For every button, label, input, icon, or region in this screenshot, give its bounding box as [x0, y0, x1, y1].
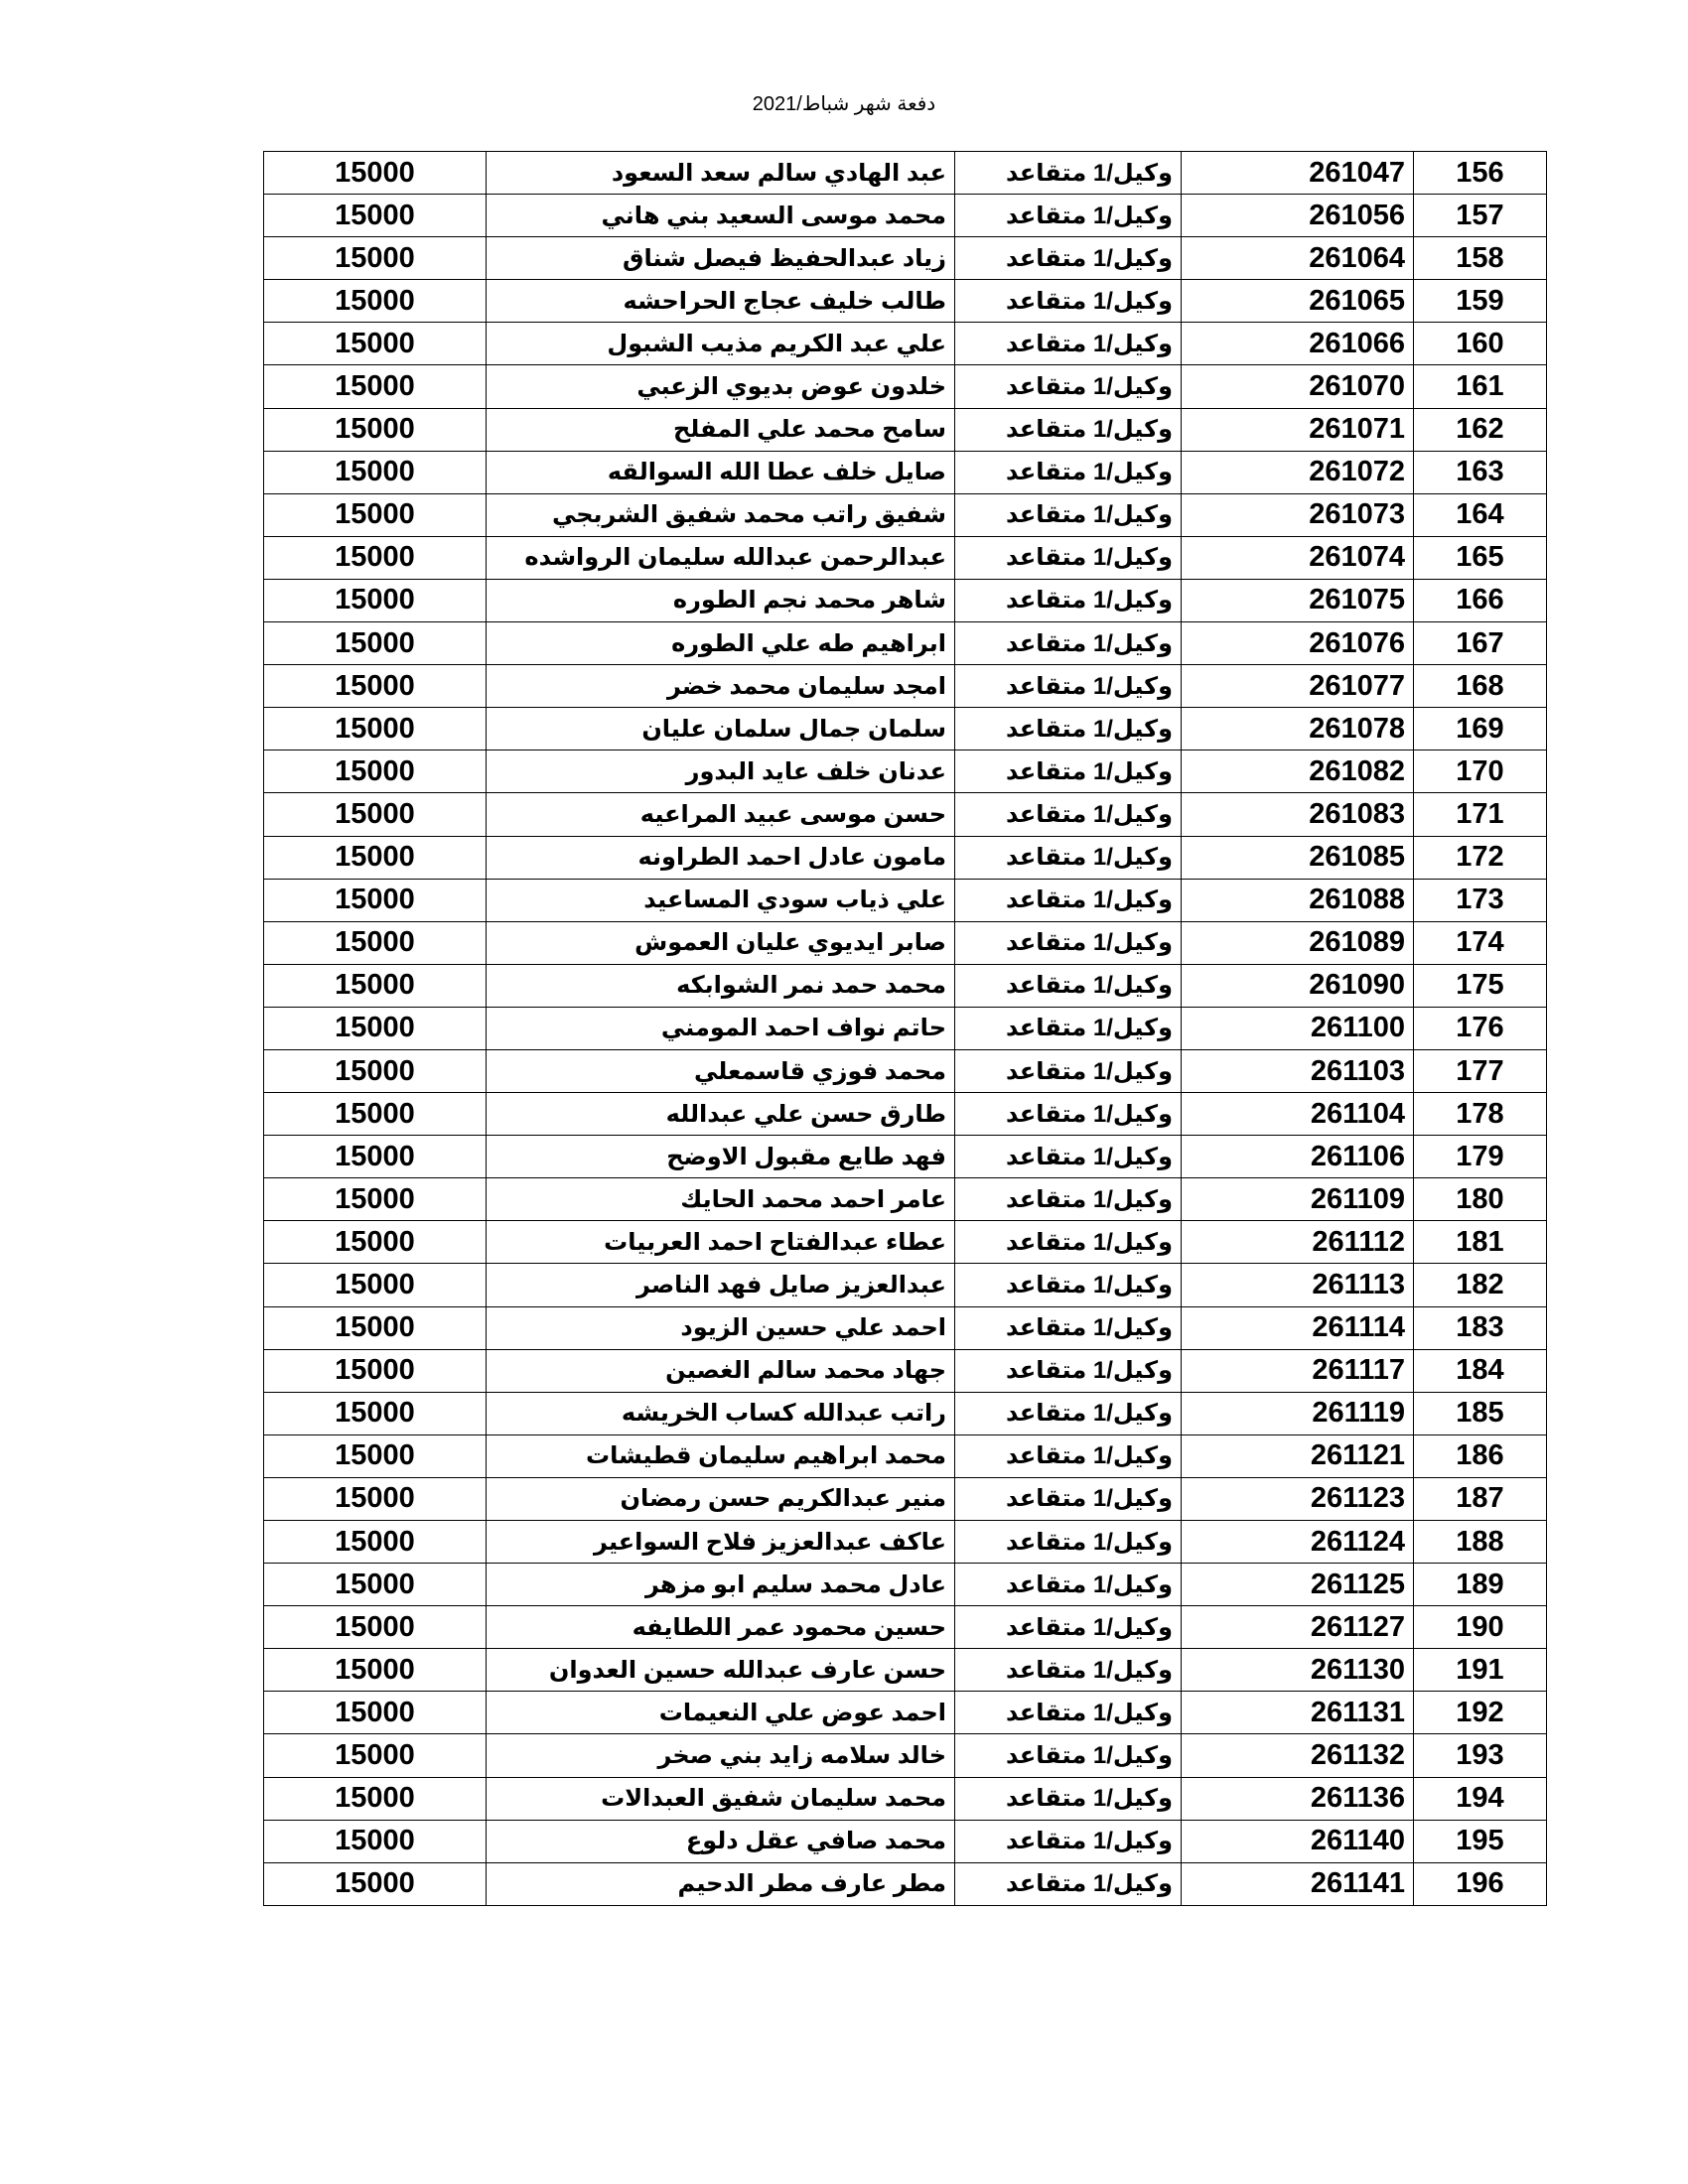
- table-row: [264, 1093, 1547, 1136]
- table-row: [264, 1349, 1547, 1392]
- table-row: [264, 1692, 1547, 1734]
- table-row: [264, 323, 1547, 365]
- table-row: [264, 836, 1547, 879]
- rank-cell: وكيل/1 متقاعد: [955, 622, 1182, 665]
- name-cell: راتب عبدالله كساب الخريشه: [487, 1392, 955, 1434]
- rank-cell: وكيل/1 متقاعد: [955, 1392, 1182, 1434]
- sequence-cell: 171: [1414, 793, 1547, 836]
- amount-cell: 15000: [264, 1862, 487, 1905]
- table-row: [264, 964, 1547, 1007]
- rank-cell: وكيل/1 متقاعد: [955, 1349, 1182, 1392]
- rank-cell: وكيل/1 متقاعد: [955, 665, 1182, 708]
- id-number-cell: 261072: [1182, 451, 1414, 493]
- sequence-cell: 164: [1414, 493, 1547, 536]
- sequence-cell: 187: [1414, 1477, 1547, 1520]
- name-cell: ابراهيم طه علي الطوره: [487, 622, 955, 665]
- rank-cell: وكيل/1 متقاعد: [955, 579, 1182, 621]
- amount-cell: 15000: [264, 536, 487, 579]
- name-cell: خلدون عوض بديوي الزعبي: [487, 365, 955, 408]
- rank-cell: وكيل/1 متقاعد: [955, 793, 1182, 836]
- amount-cell: 15000: [264, 1521, 487, 1564]
- id-number-cell: 261127: [1182, 1606, 1414, 1649]
- rank-cell: وكيل/1 متقاعد: [955, 493, 1182, 536]
- rank-cell: وكيل/1 متقاعد: [955, 751, 1182, 793]
- sequence-cell: 184: [1414, 1349, 1547, 1392]
- name-cell: حسن عارف عبدالله حسين العدوان: [487, 1649, 955, 1692]
- id-number-cell: 261104: [1182, 1093, 1414, 1136]
- rank-cell: وكيل/1 متقاعد: [955, 1049, 1182, 1092]
- name-cell: علي عبد الكريم مذيب الشبول: [487, 323, 955, 365]
- sequence-cell: 183: [1414, 1306, 1547, 1349]
- id-number-cell: 261123: [1182, 1477, 1414, 1520]
- id-number-cell: 261119: [1182, 1392, 1414, 1434]
- rank-cell: وكيل/1 متقاعد: [955, 1434, 1182, 1477]
- amount-cell: 15000: [264, 1007, 487, 1049]
- table-row: [264, 879, 1547, 921]
- sequence-cell: 161: [1414, 365, 1547, 408]
- id-number-cell: 261132: [1182, 1734, 1414, 1777]
- sequence-cell: 182: [1414, 1264, 1547, 1306]
- id-number-cell: 261071: [1182, 408, 1414, 451]
- rank-cell: وكيل/1 متقاعد: [955, 836, 1182, 879]
- name-cell: طارق حسن علي عبدالله: [487, 1093, 955, 1136]
- amount-cell: 15000: [264, 1649, 487, 1692]
- rank-cell: وكيل/1 متقاعد: [955, 237, 1182, 280]
- rank-cell: وكيل/1 متقاعد: [955, 280, 1182, 323]
- amount-cell: 15000: [264, 1264, 487, 1306]
- id-number-cell: 261074: [1182, 536, 1414, 579]
- amount-cell: 15000: [264, 1392, 487, 1434]
- amount-cell: 15000: [264, 1049, 487, 1092]
- name-cell: محمد ابراهيم سليمان قطيشات: [487, 1434, 955, 1477]
- name-cell: فهد طايع مقبول الاوضح: [487, 1136, 955, 1178]
- rank-cell: وكيل/1 متقاعد: [955, 964, 1182, 1007]
- payment-table-body: [264, 152, 1547, 1906]
- amount-cell: 15000: [264, 708, 487, 751]
- table-row: [264, 1606, 1547, 1649]
- table-row: [264, 408, 1547, 451]
- sequence-cell: 175: [1414, 964, 1547, 1007]
- table-row: [264, 493, 1547, 536]
- name-cell: صايل خلف عطا الله السوالقه: [487, 451, 955, 493]
- amount-cell: 15000: [264, 1477, 487, 1520]
- sequence-cell: 196: [1414, 1862, 1547, 1905]
- sequence-cell: 190: [1414, 1606, 1547, 1649]
- table-row: [264, 1777, 1547, 1820]
- sequence-cell: 191: [1414, 1649, 1547, 1692]
- amount-cell: 15000: [264, 195, 487, 237]
- name-cell: صابر ايديوي عليان العموش: [487, 921, 955, 964]
- name-cell: منير عبدالكريم حسن رمضان: [487, 1477, 955, 1520]
- table-row: [264, 1221, 1547, 1264]
- name-cell: جهاد محمد سالم الغصين: [487, 1349, 955, 1392]
- id-number-cell: 261076: [1182, 622, 1414, 665]
- sequence-cell: 195: [1414, 1820, 1547, 1862]
- sequence-cell: 156: [1414, 152, 1547, 195]
- rank-cell: وكيل/1 متقاعد: [955, 408, 1182, 451]
- amount-cell: 15000: [264, 1178, 487, 1221]
- name-cell: احمد عوض علي النعيمات: [487, 1692, 955, 1734]
- table-row: [264, 579, 1547, 621]
- sequence-cell: 192: [1414, 1692, 1547, 1734]
- sequence-cell: 179: [1414, 1136, 1547, 1178]
- name-cell: عبد الهادي سالم سعد السعود: [487, 152, 955, 195]
- amount-cell: 15000: [264, 579, 487, 621]
- table-row: [264, 622, 1547, 665]
- table-row: [264, 280, 1547, 323]
- amount-cell: 15000: [264, 1564, 487, 1606]
- sequence-cell: 176: [1414, 1007, 1547, 1049]
- sequence-cell: 173: [1414, 879, 1547, 921]
- table-row: [264, 1564, 1547, 1606]
- page-title: دفعة شهر شباط/2021: [752, 93, 936, 115]
- table-row: [264, 152, 1547, 195]
- name-cell: مامون عادل احمد الطراونه: [487, 836, 955, 879]
- amount-cell: 15000: [264, 836, 487, 879]
- sequence-cell: 169: [1414, 708, 1547, 751]
- name-cell: طالب خليف عجاج الحراحشه: [487, 280, 955, 323]
- rank-cell: وكيل/1 متقاعد: [955, 1649, 1182, 1692]
- amount-cell: 15000: [264, 1434, 487, 1477]
- table-row: [264, 1306, 1547, 1349]
- name-cell: شاهر محمد نجم الطوره: [487, 579, 955, 621]
- table-row: [264, 1521, 1547, 1564]
- rank-cell: وكيل/1 متقاعد: [955, 1521, 1182, 1564]
- name-cell: شفيق راتب محمد شفيق الشربجي: [487, 493, 955, 536]
- rank-cell: وكيل/1 متقاعد: [955, 323, 1182, 365]
- table-row: [264, 237, 1547, 280]
- name-cell: امجد سليمان محمد خضر: [487, 665, 955, 708]
- amount-cell: 15000: [264, 964, 487, 1007]
- name-cell: مطر عارف مطر الدحيم: [487, 1862, 955, 1905]
- id-number-cell: 261082: [1182, 751, 1414, 793]
- amount-cell: 15000: [264, 323, 487, 365]
- sequence-cell: 181: [1414, 1221, 1547, 1264]
- amount-cell: 15000: [264, 152, 487, 195]
- payment-table: [263, 151, 1547, 1906]
- sequence-cell: 178: [1414, 1093, 1547, 1136]
- rank-cell: وكيل/1 متقاعد: [955, 921, 1182, 964]
- table-row: [264, 195, 1547, 237]
- rank-cell: وكيل/1 متقاعد: [955, 1477, 1182, 1520]
- sequence-cell: 185: [1414, 1392, 1547, 1434]
- table-row: [264, 1434, 1547, 1477]
- table-row: [264, 1862, 1547, 1905]
- id-number-cell: 261100: [1182, 1007, 1414, 1049]
- sequence-cell: 166: [1414, 579, 1547, 621]
- table-row: [264, 451, 1547, 493]
- id-number-cell: 261131: [1182, 1692, 1414, 1734]
- id-number-cell: 261103: [1182, 1049, 1414, 1092]
- id-number-cell: 261066: [1182, 323, 1414, 365]
- amount-cell: 15000: [264, 1306, 487, 1349]
- rank-cell: وكيل/1 متقاعد: [955, 879, 1182, 921]
- table-row: [264, 536, 1547, 579]
- rank-cell: وكيل/1 متقاعد: [955, 1734, 1182, 1777]
- table-row: [264, 1734, 1547, 1777]
- name-cell: عاكف عبدالعزيز فلاح السواعير: [487, 1521, 955, 1564]
- id-number-cell: 261064: [1182, 237, 1414, 280]
- table-row: [264, 1477, 1547, 1520]
- sequence-cell: 177: [1414, 1049, 1547, 1092]
- id-number-cell: 261089: [1182, 921, 1414, 964]
- name-cell: محمد سليمان شفيق العبدالات: [487, 1777, 955, 1820]
- sequence-cell: 168: [1414, 665, 1547, 708]
- id-number-cell: 261078: [1182, 708, 1414, 751]
- id-number-cell: 261125: [1182, 1564, 1414, 1606]
- name-cell: حسن موسى عبيد المراعيه: [487, 793, 955, 836]
- id-number-cell: 261130: [1182, 1649, 1414, 1692]
- amount-cell: 15000: [264, 1136, 487, 1178]
- name-cell: حاتم نواف احمد المومني: [487, 1007, 955, 1049]
- sequence-cell: 159: [1414, 280, 1547, 323]
- table-row: [264, 1136, 1547, 1178]
- table-row: [264, 1820, 1547, 1862]
- id-number-cell: 261140: [1182, 1820, 1414, 1862]
- id-number-cell: 261106: [1182, 1136, 1414, 1178]
- id-number-cell: 261070: [1182, 365, 1414, 408]
- rank-cell: وكيل/1 متقاعد: [955, 1264, 1182, 1306]
- id-number-cell: 261088: [1182, 879, 1414, 921]
- rank-cell: وكيل/1 متقاعد: [955, 1606, 1182, 1649]
- id-number-cell: 261141: [1182, 1862, 1414, 1905]
- sequence-cell: 188: [1414, 1521, 1547, 1564]
- sequence-cell: 174: [1414, 921, 1547, 964]
- rank-cell: وكيل/1 متقاعد: [955, 1136, 1182, 1178]
- name-cell: عامر احمد محمد الحايك: [487, 1178, 955, 1221]
- amount-cell: 15000: [264, 1692, 487, 1734]
- table-row: [264, 708, 1547, 751]
- rank-cell: وكيل/1 متقاعد: [955, 1862, 1182, 1905]
- amount-cell: 15000: [264, 1820, 487, 1862]
- amount-cell: 15000: [264, 1349, 487, 1392]
- name-cell: عبدالرحمن عبدالله سليمان الرواشده: [487, 536, 955, 579]
- amount-cell: 15000: [264, 1221, 487, 1264]
- table-row: [264, 793, 1547, 836]
- amount-cell: 15000: [264, 1734, 487, 1777]
- table-row: [264, 1007, 1547, 1049]
- sequence-cell: 157: [1414, 195, 1547, 237]
- amount-cell: 15000: [264, 237, 487, 280]
- table-row: [264, 1049, 1547, 1092]
- id-number-cell: 261117: [1182, 1349, 1414, 1392]
- rank-cell: وكيل/1 متقاعد: [955, 1178, 1182, 1221]
- id-number-cell: 261047: [1182, 152, 1414, 195]
- name-cell: محمد حمد نمر الشوابكه: [487, 964, 955, 1007]
- id-number-cell: 261136: [1182, 1777, 1414, 1820]
- table-row: [264, 1264, 1547, 1306]
- name-cell: حسين محمود عمر اللطايفه: [487, 1606, 955, 1649]
- id-number-cell: 261065: [1182, 280, 1414, 323]
- sequence-cell: 172: [1414, 836, 1547, 879]
- amount-cell: 15000: [264, 365, 487, 408]
- table-row: [264, 1392, 1547, 1434]
- name-cell: عادل محمد سليم ابو مزهر: [487, 1564, 955, 1606]
- id-number-cell: 261056: [1182, 195, 1414, 237]
- table-row: [264, 751, 1547, 793]
- rank-cell: وكيل/1 متقاعد: [955, 152, 1182, 195]
- name-cell: خالد سلامه زايد بني صخر: [487, 1734, 955, 1777]
- rank-cell: وكيل/1 متقاعد: [955, 536, 1182, 579]
- id-number-cell: 261083: [1182, 793, 1414, 836]
- sequence-cell: 189: [1414, 1564, 1547, 1606]
- rank-cell: وكيل/1 متقاعد: [955, 365, 1182, 408]
- id-number-cell: 261090: [1182, 964, 1414, 1007]
- sequence-cell: 167: [1414, 622, 1547, 665]
- rank-cell: وكيل/1 متقاعد: [955, 1093, 1182, 1136]
- sequence-cell: 158: [1414, 237, 1547, 280]
- id-number-cell: 261073: [1182, 493, 1414, 536]
- name-cell: زياد عبدالحفيظ فيصل شناق: [487, 237, 955, 280]
- name-cell: سلمان جمال سلمان عليان: [487, 708, 955, 751]
- amount-cell: 15000: [264, 879, 487, 921]
- rank-cell: وكيل/1 متقاعد: [955, 451, 1182, 493]
- rank-cell: وكيل/1 متقاعد: [955, 195, 1182, 237]
- amount-cell: 15000: [264, 665, 487, 708]
- sequence-cell: 180: [1414, 1178, 1547, 1221]
- id-number-cell: 261124: [1182, 1521, 1414, 1564]
- id-number-cell: 261077: [1182, 665, 1414, 708]
- id-number-cell: 261113: [1182, 1264, 1414, 1306]
- name-cell: عدنان خلف عايد البدور: [487, 751, 955, 793]
- rank-cell: وكيل/1 متقاعد: [955, 1820, 1182, 1862]
- rank-cell: وكيل/1 متقاعد: [955, 1306, 1182, 1349]
- name-cell: عبدالعزيز صايل فهد الناصر: [487, 1264, 955, 1306]
- amount-cell: 15000: [264, 1777, 487, 1820]
- name-cell: سامح محمد علي المفلح: [487, 408, 955, 451]
- name-cell: محمد فوزي قاسمعلي: [487, 1049, 955, 1092]
- id-number-cell: 261121: [1182, 1434, 1414, 1477]
- table-row: [264, 921, 1547, 964]
- amount-cell: 15000: [264, 493, 487, 536]
- rank-cell: وكيل/1 متقاعد: [955, 1777, 1182, 1820]
- table-row: [264, 665, 1547, 708]
- rank-cell: وكيل/1 متقاعد: [955, 1564, 1182, 1606]
- name-cell: محمد صافي عقل دلوع: [487, 1820, 955, 1862]
- rank-cell: وكيل/1 متقاعد: [955, 1692, 1182, 1734]
- id-number-cell: 261112: [1182, 1221, 1414, 1264]
- sequence-cell: 170: [1414, 751, 1547, 793]
- amount-cell: 15000: [264, 280, 487, 323]
- rank-cell: وكيل/1 متقاعد: [955, 1007, 1182, 1049]
- amount-cell: 15000: [264, 751, 487, 793]
- id-number-cell: 261075: [1182, 579, 1414, 621]
- id-number-cell: 261114: [1182, 1306, 1414, 1349]
- amount-cell: 15000: [264, 622, 487, 665]
- sequence-cell: 162: [1414, 408, 1547, 451]
- amount-cell: 15000: [264, 793, 487, 836]
- name-cell: محمد موسى السعيد بني هاني: [487, 195, 955, 237]
- amount-cell: 15000: [264, 921, 487, 964]
- amount-cell: 15000: [264, 408, 487, 451]
- table-row: [264, 1649, 1547, 1692]
- name-cell: احمد علي حسين الزيود: [487, 1306, 955, 1349]
- name-cell: علي ذياب سودي المساعيد: [487, 879, 955, 921]
- amount-cell: 15000: [264, 1606, 487, 1649]
- amount-cell: 15000: [264, 1093, 487, 1136]
- table-row: [264, 365, 1547, 408]
- rank-cell: وكيل/1 متقاعد: [955, 708, 1182, 751]
- sequence-cell: 194: [1414, 1777, 1547, 1820]
- id-number-cell: 261085: [1182, 836, 1414, 879]
- amount-cell: 15000: [264, 451, 487, 493]
- sequence-cell: 160: [1414, 323, 1547, 365]
- sequence-cell: 186: [1414, 1434, 1547, 1477]
- table-row: [264, 1178, 1547, 1221]
- rank-cell: وكيل/1 متقاعد: [955, 1221, 1182, 1264]
- sequence-cell: 163: [1414, 451, 1547, 493]
- sequence-cell: 193: [1414, 1734, 1547, 1777]
- id-number-cell: 261109: [1182, 1178, 1414, 1221]
- name-cell: عطاء عبدالفتاح احمد العربيات: [487, 1221, 955, 1264]
- sequence-cell: 165: [1414, 536, 1547, 579]
